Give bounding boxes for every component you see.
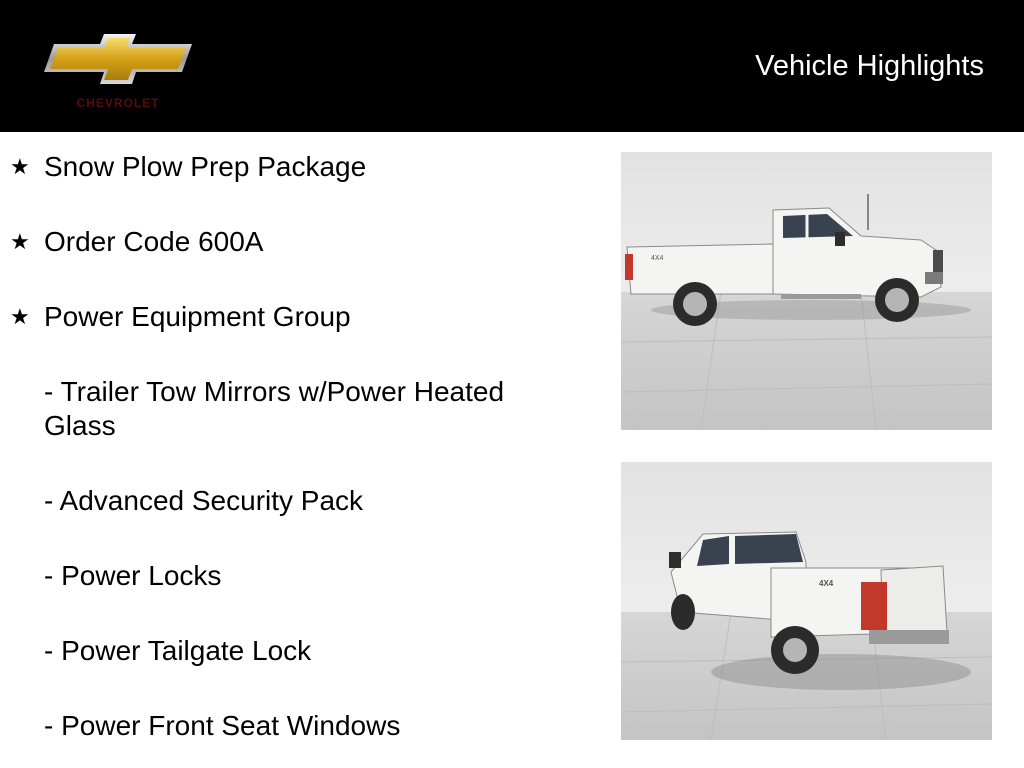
list-item-label: Power Equipment Group	[44, 301, 351, 332]
star-icon: ★	[10, 154, 30, 179]
star-icon: ★	[10, 304, 30, 329]
svg-text:4X4: 4X4	[651, 255, 664, 262]
list-item-label: - Power Front Seat Windows	[44, 710, 401, 741]
list-item	[10, 300, 570, 334]
list-item	[10, 559, 570, 593]
list-item-label: - Power Locks	[44, 560, 222, 591]
wheel-icon	[671, 594, 695, 630]
list-item	[10, 709, 570, 743]
list-item	[10, 484, 570, 518]
list-item-label: - Advanced Security Pack	[44, 485, 364, 516]
truck-side-photo	[621, 152, 992, 430]
list-item	[10, 150, 570, 184]
list-item-label: - Trailer Tow Mirrors w/Power Heated Glass	[44, 376, 505, 441]
wheel-icon	[875, 278, 919, 322]
truck-rear-photo	[621, 462, 992, 740]
list-item-label: Snow Plow Prep Package	[44, 151, 367, 182]
wheel-icon	[771, 626, 819, 674]
list-item	[10, 225, 570, 259]
chevrolet-logo	[44, 32, 192, 112]
wheel-icon	[673, 282, 717, 326]
list-item-label: - Power Tailgate Lock	[44, 635, 312, 666]
list-item	[10, 634, 570, 668]
svg-text:4X4: 4X4	[819, 579, 834, 588]
highlights-list	[10, 150, 570, 768]
svg-text:CHEVROLET: CHEVROLET	[76, 96, 160, 110]
list-item-label: Order Code 600A	[44, 226, 264, 257]
star-icon: ★	[10, 229, 30, 254]
list-item	[10, 375, 570, 443]
page-title: Vehicle Highlights	[755, 50, 984, 82]
header-bar	[0, 0, 1024, 132]
